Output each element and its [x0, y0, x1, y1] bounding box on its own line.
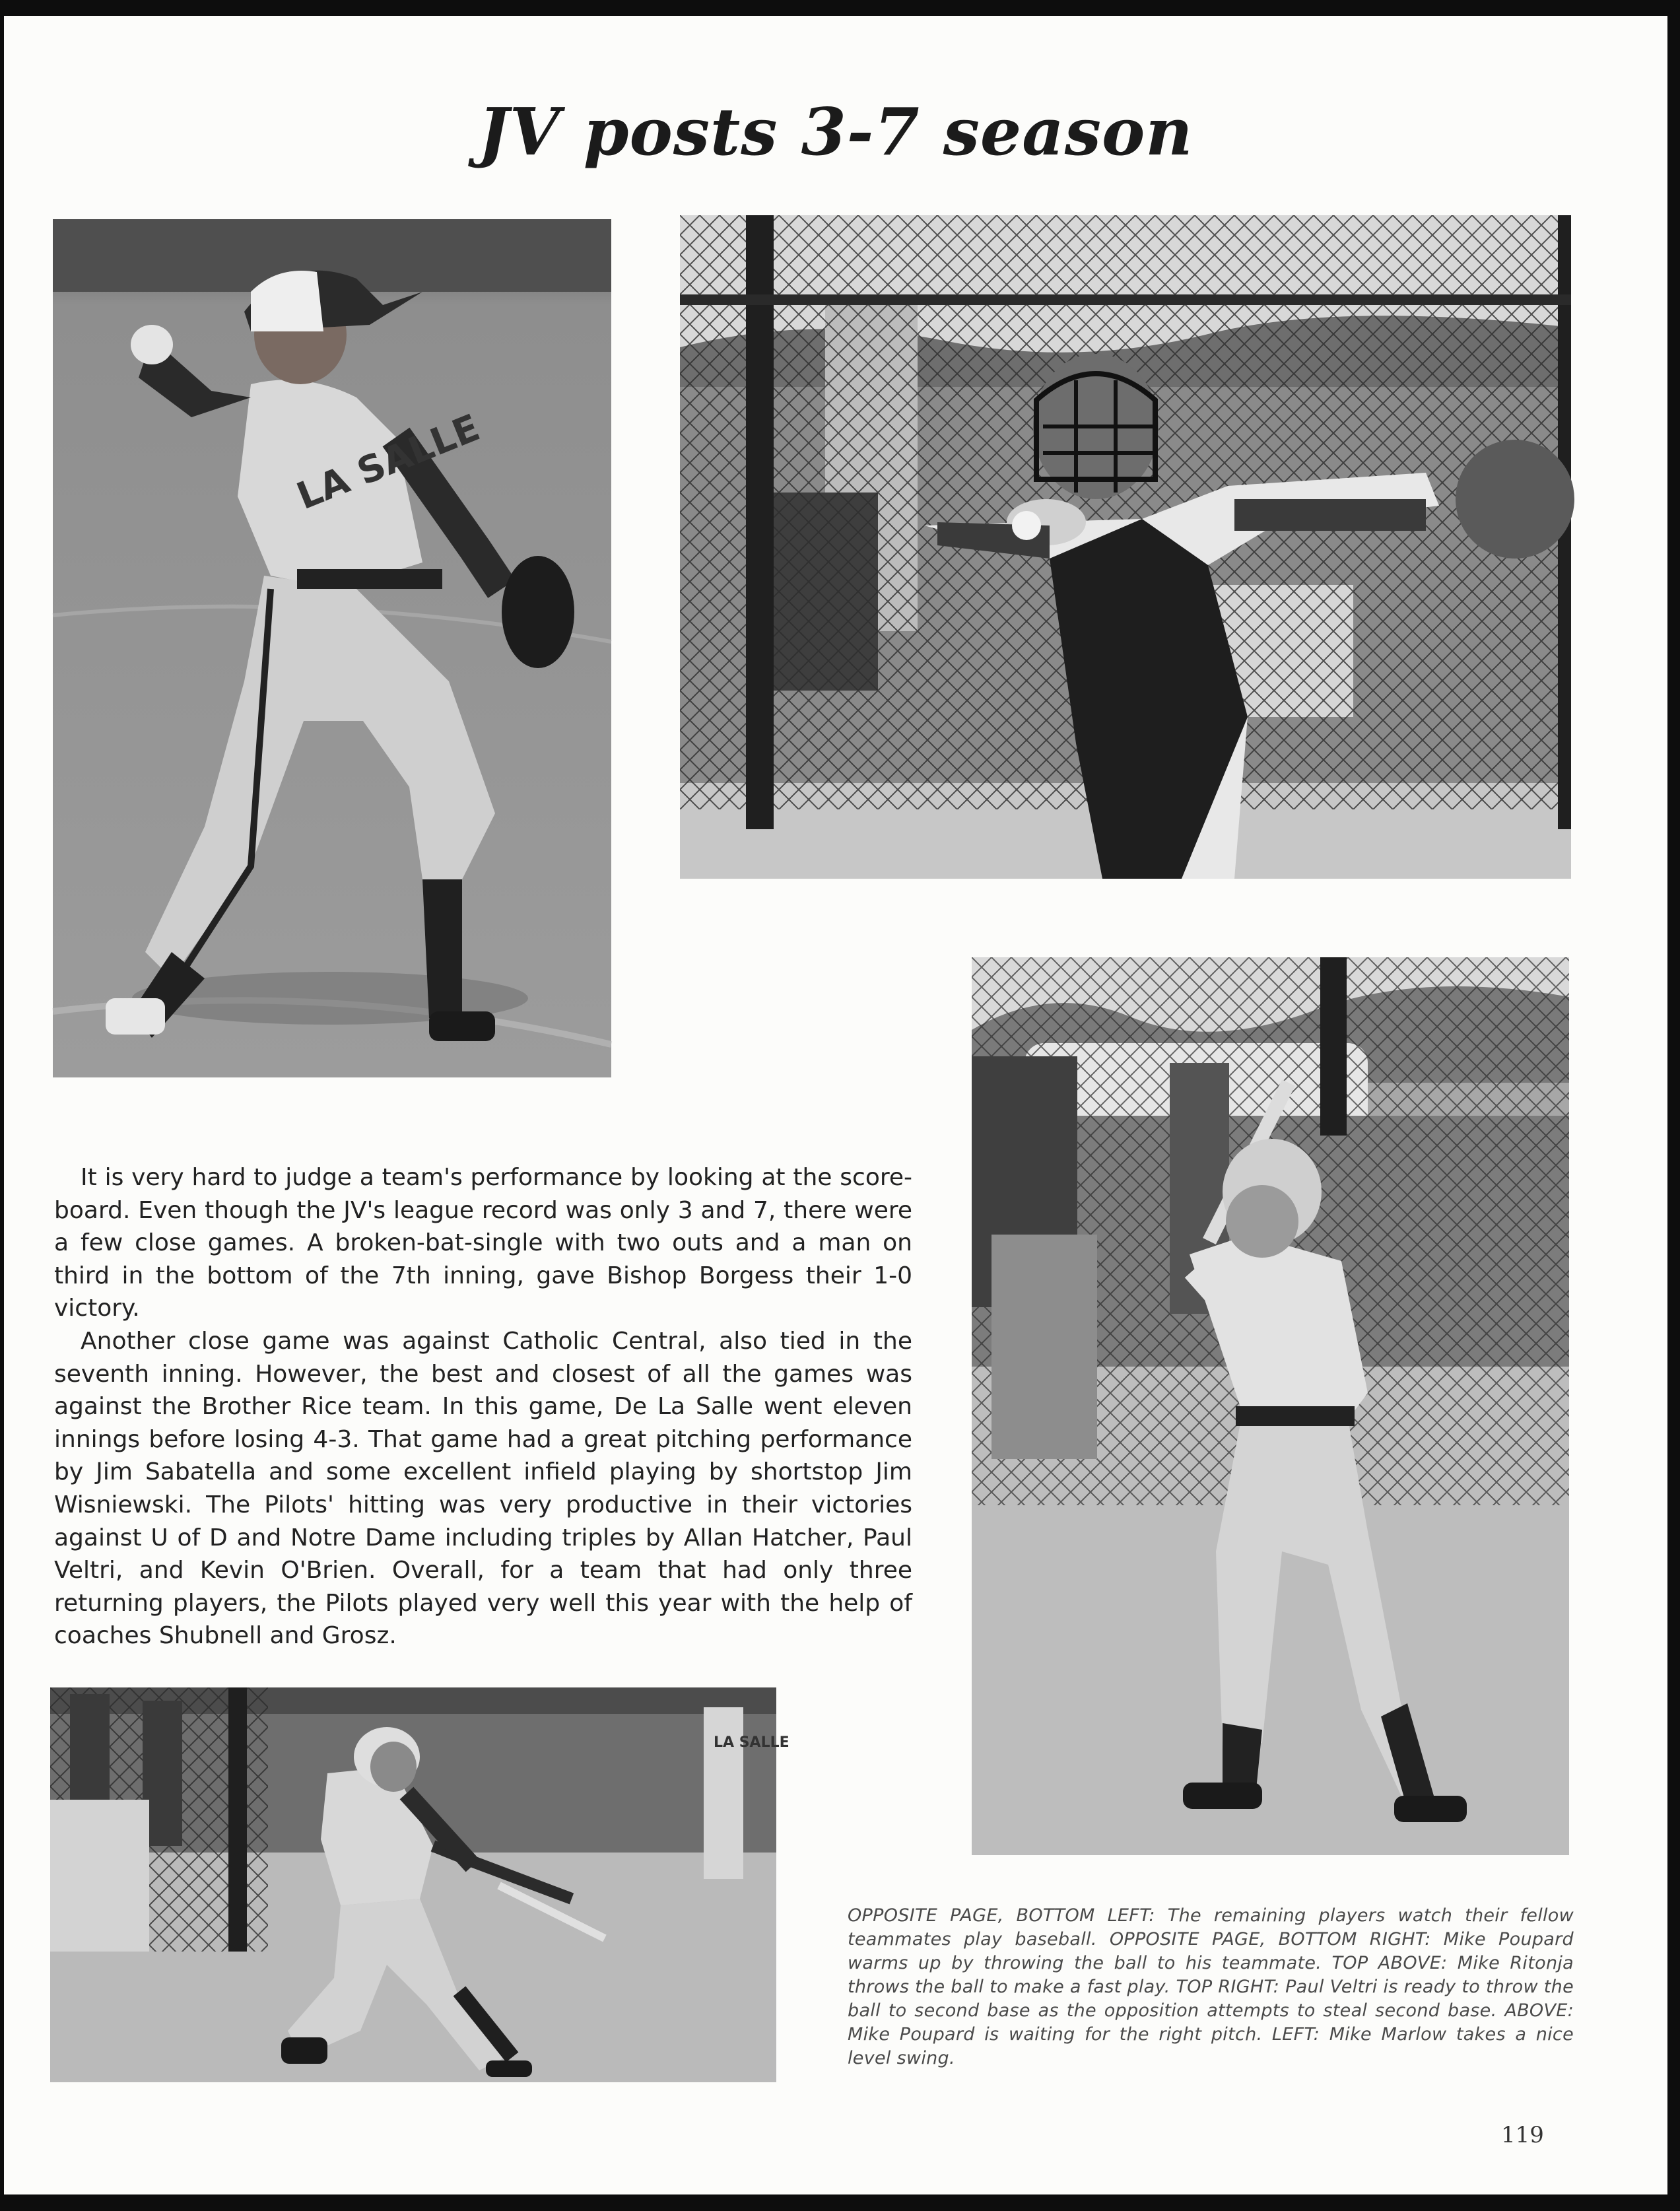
article-paragraph-1: It is very hard to judge a team's performance by looking at the score-board. Even though the JV's league record was only 3 and 7, there were a few close games. A broken-bat-single with two outs and a man on third in the bottom of the 7th inning, gave Bishop Borgess their 1-0 victory. — [54, 1164, 912, 1322]
photo-pitcher-throwing — [53, 219, 611, 1077]
article-paragraph-2: Another close game was against Catholic Central, also tied in the seventh inning. However, the best and closest of all the games was against the Brother Rice team. In this game, De La Salle went eleven innings before losing 4-3. That game had a great pitching performance by Jim Sabatella and some excellent infield playing by shortstop Jim Wisniewski. The Pilots' hitting was very productive in their victories against U of D and Notre Dame including triples by Allan Hatcher, Paul Veltri, and Kevin O'Brien. Overall, for a team that had only three returning players, the Pilots played very well this year with the help of coaches Shubnell and Grosz. — [54, 1327, 912, 1650]
page-title: JV posts 3-7 season — [478, 94, 1193, 170]
photo-batter-swinging — [50, 1687, 790, 2082]
photo-catcher-throwing — [680, 215, 1571, 879]
page-number: 119 — [1501, 2122, 1544, 2148]
pitcher-jersey-lettering: LA SALLE — [290, 406, 486, 518]
article-body — [54, 1161, 912, 1652]
fielder-jersey-lettering: LA SALLE — [714, 1734, 790, 1751]
yearbook-page — [4, 16, 1667, 2194]
photo-batter-waiting — [972, 957, 1569, 1855]
photo-caption: OPPOSITE PAGE, BOTTOM LEFT: The remaining players watch their fellow teammates play baseball. OPPOSITE PAGE, BOTTOM RIGHT: Mike Poupard warms up by throwing the ball to his teammate. TOP ABOVE: Mike Ritonja throws the ball to make a fast play. TOP RIGHT: Paul Veltri is ready to throw the ball to second base as the opposition attempts to steal second base. ABOVE: Mike Poupard is waiting for the right pitch. LEFT: Mike Marlow takes a nice level swing. — [848, 1905, 1574, 2068]
